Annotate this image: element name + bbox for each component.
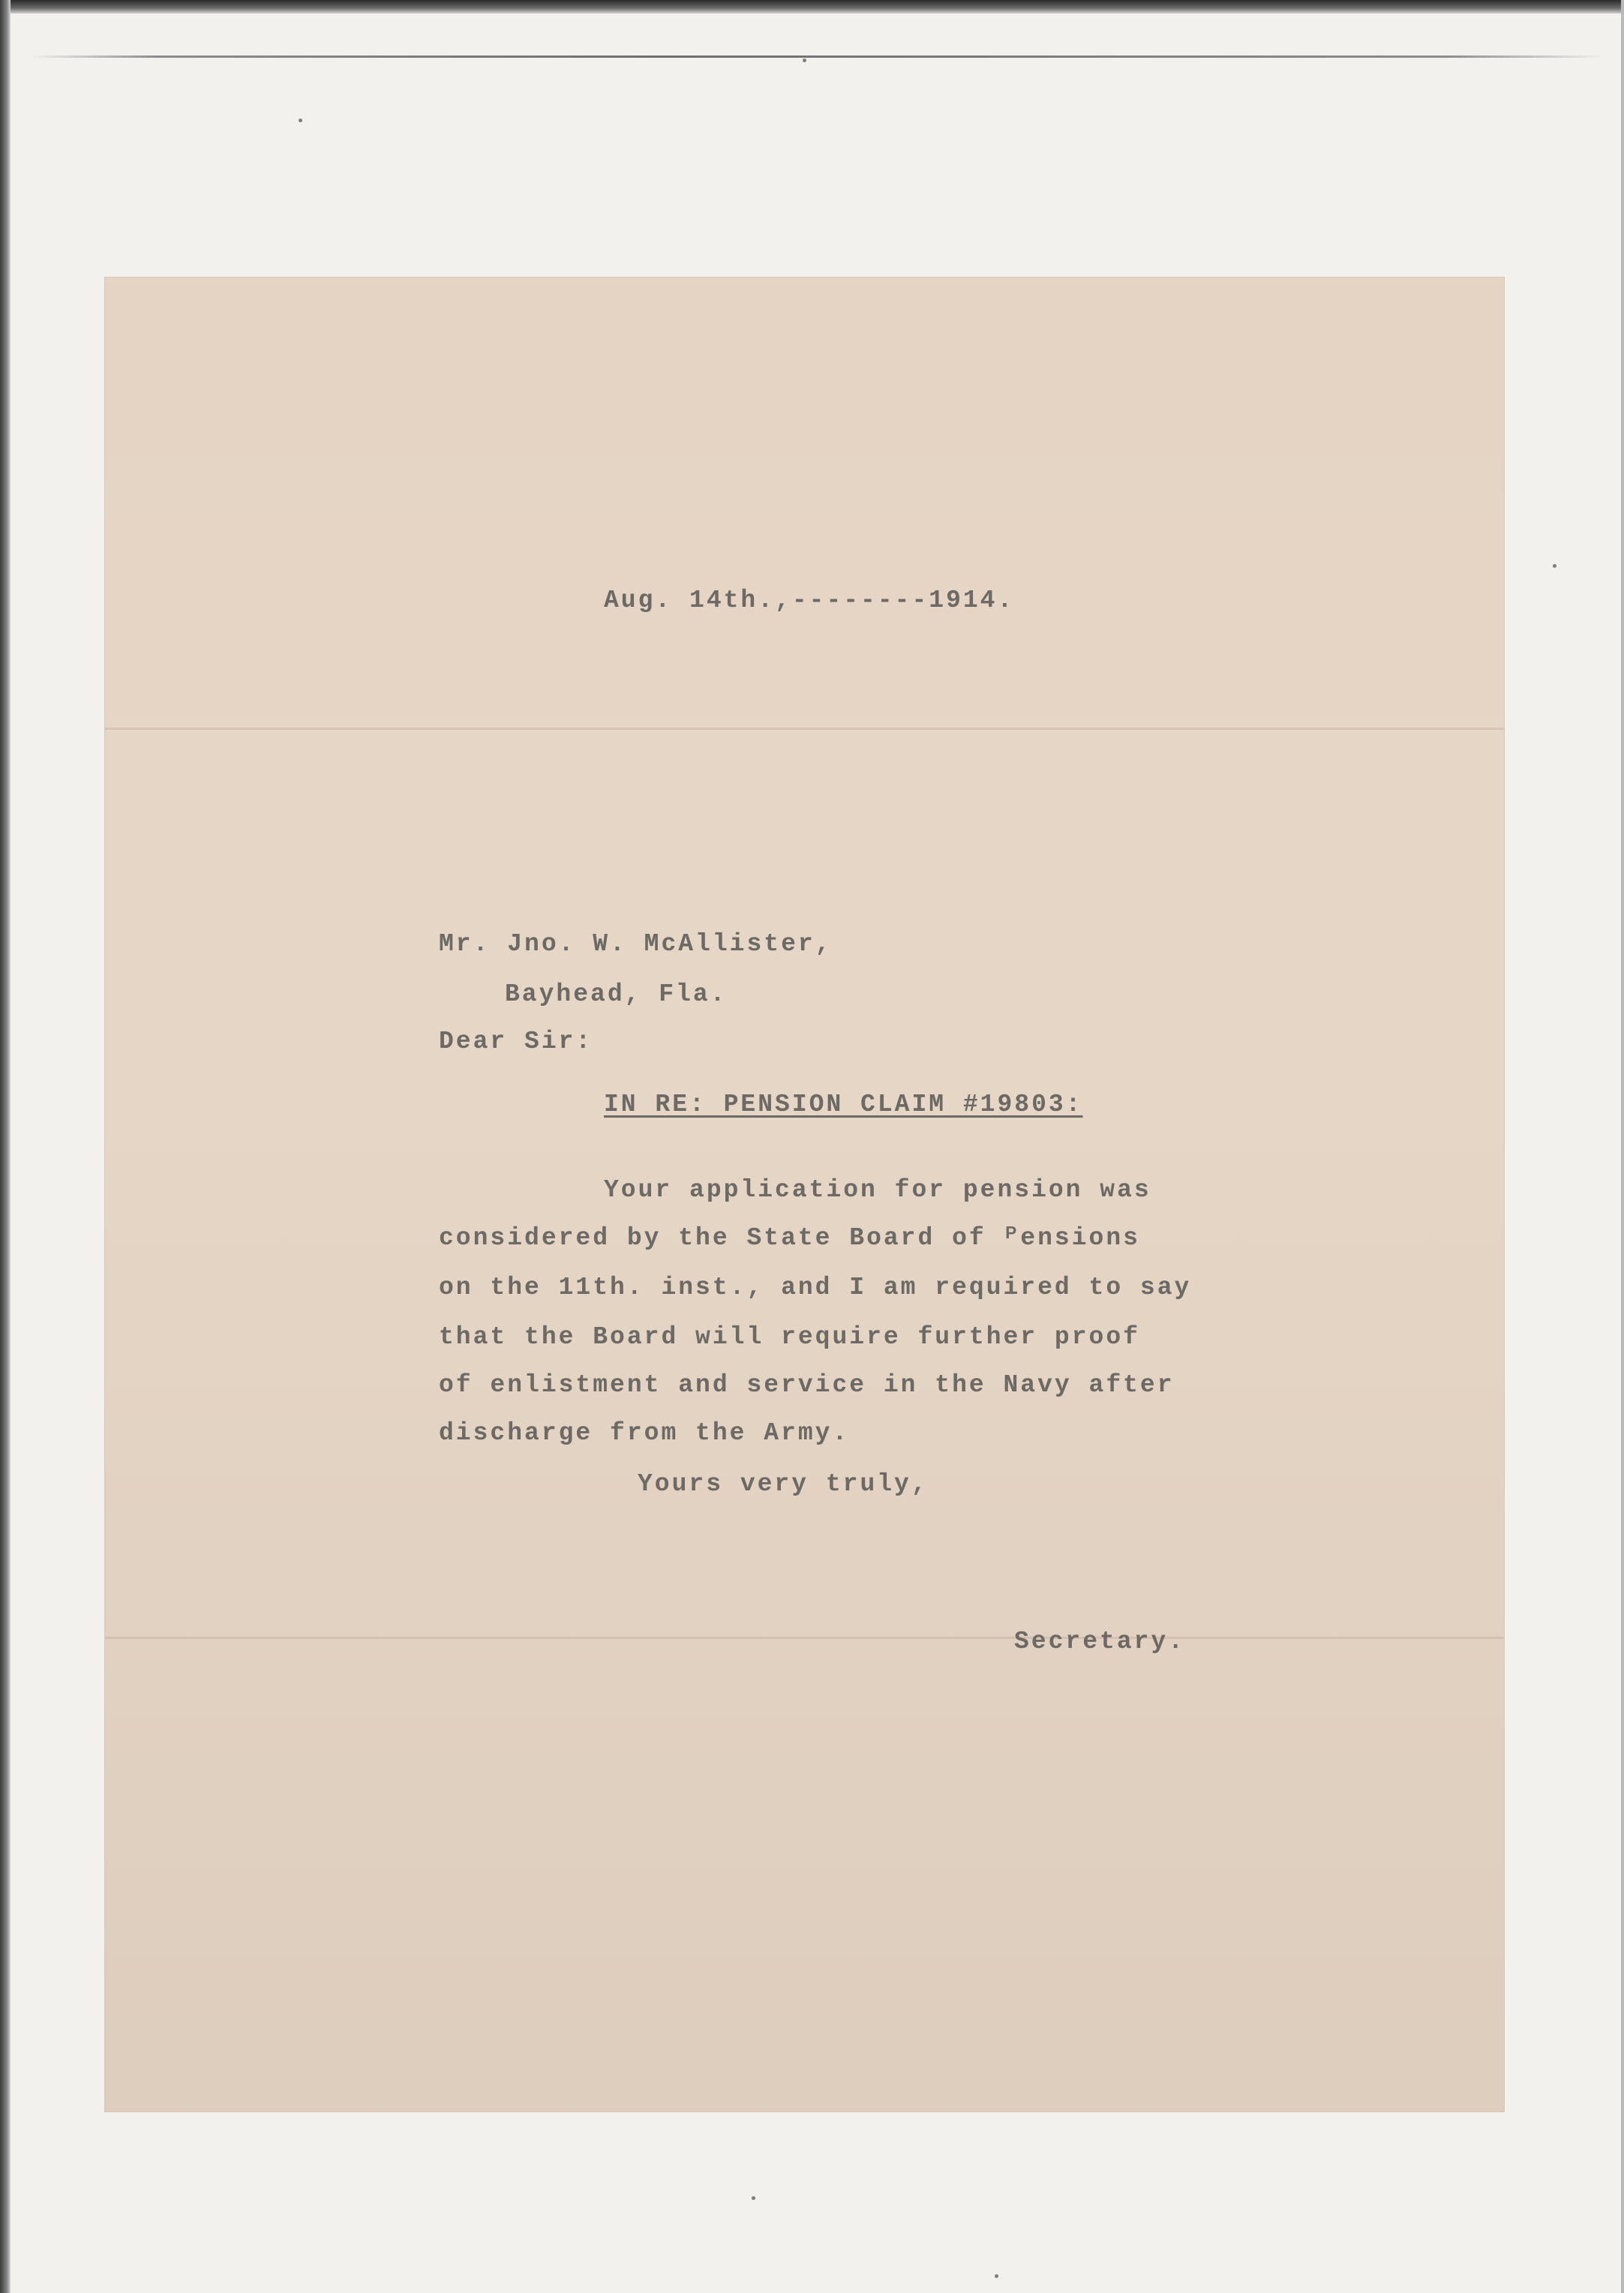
- paper-fold-line: [105, 1637, 1504, 1639]
- scanner-top-edge: [0, 0, 1624, 14]
- subject-line: IN RE: PENSION CLAIM #19803:: [604, 1091, 1083, 1118]
- body-line: on the 11th. inst., and I am required to say: [439, 1274, 1192, 1301]
- dust-speck: [1553, 564, 1556, 568]
- body-line: of enlistment and service in the Navy after: [439, 1371, 1175, 1399]
- signature-title: Secretary.: [1014, 1628, 1186, 1655]
- body-line: that the Board will require further proof: [439, 1323, 1140, 1351]
- scanner-right-edge: [1621, 0, 1624, 2293]
- recipient-address: Bayhead, Fla.: [505, 980, 728, 1008]
- body-line: considered by the State Board of ᴾensions: [439, 1224, 1140, 1252]
- dust-speck: [995, 2274, 998, 2278]
- body-line: Your application for pension was: [604, 1176, 1151, 1204]
- letter-sheet: [105, 278, 1504, 2111]
- scanner-top-rule: [30, 56, 1605, 58]
- closing: Yours very truly,: [638, 1470, 929, 1498]
- dust-speck: [299, 119, 302, 122]
- recipient-name: Mr. Jno. W. McAllister,: [439, 930, 833, 958]
- salutation: Dear Sir:: [439, 1028, 593, 1055]
- dust-speck: [752, 2196, 755, 2200]
- dust-speck: [803, 59, 806, 62]
- paper-fold-line: [105, 728, 1504, 730]
- letter-date: Aug. 14th.,--------1914.: [604, 587, 1015, 614]
- body-line: discharge from the Army.: [439, 1419, 850, 1447]
- scanner-left-edge: [0, 0, 11, 2293]
